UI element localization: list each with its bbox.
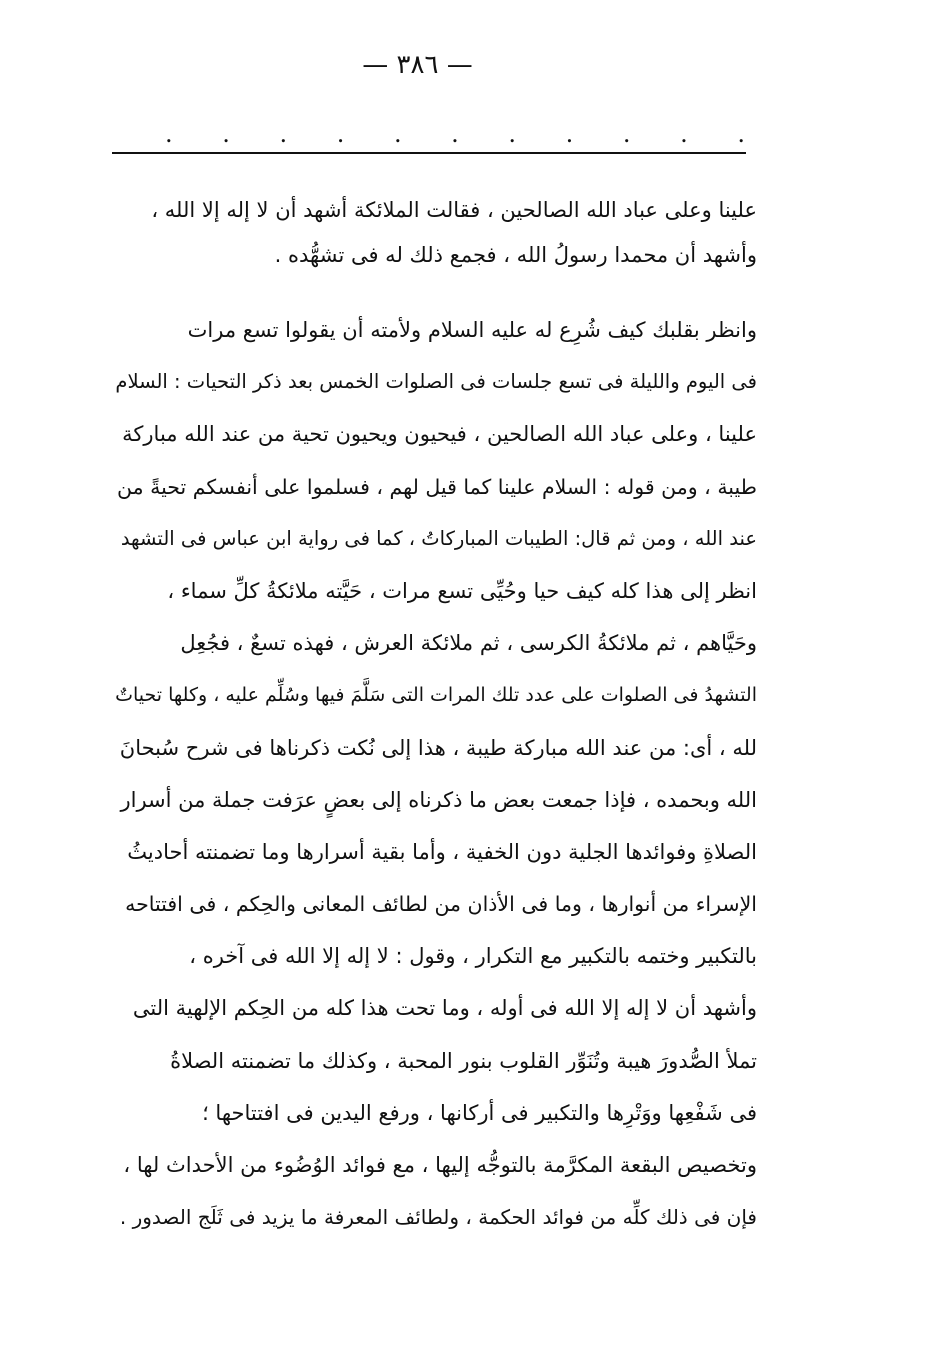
text-line: وتخصيص البقعة المكرَّمة بالتوجُّه إليها ، مع فوائد الوُضُوء من الأحداث لها ،: [123, 1153, 757, 1177]
main-text: [112, 304, 757, 1243]
dot: .: [279, 120, 288, 148]
dot: .: [622, 120, 631, 148]
text-line: تملأ الصُّدورَ هيبة وتُنَوِّر القلوب بنور المحبة ، وكذلك ما تضمنته الصلاةُ: [170, 1048, 757, 1073]
dot: .: [451, 120, 459, 148]
dot: .: [508, 120, 517, 148]
text-line: فإن فى ذلك كلِّه من فوائد الحكمة ، ولطائف المعرفة ما يزيد فى ثَلَج الصدور .: [119, 1205, 757, 1230]
text-line: لله ، أى: من عند الله مباركة طيبة ، هذا إلى نُكت ذكرناها فى شرح سُبحانَ: [119, 735, 757, 760]
text-line: الإسراء من أنوارها ، وما فى الأذان من لطائف المعانى والحِكم ، فى افتتاحه: [125, 892, 757, 917]
dot: .: [222, 120, 230, 148]
dot: .: [680, 120, 688, 148]
text-line: علينا ، وعلى عباد الله الصالحين ، فيحيون ويحيون تحية من عند الله مباركة: [122, 422, 757, 447]
text-line: الله وبحمده ، فإذا جمعت بعض ما ذكرناه إلى بعضٍ عرَفت جملة من أسرار: [120, 787, 757, 812]
text-line: التشهدُ فى الصلوات على عدد تلك المرات التى سَلَّمَ فيها وسُلِّم عليه ، وكلها تحياتٌ: [115, 684, 757, 707]
dot: .: [393, 120, 402, 148]
footnote-line: وأشهد أن محمدا رسولُ الله ، فجمع ذلك له فى تشهُّده .: [274, 243, 757, 267]
text-line: وأشهد أن لا إله إلا الله فى أوله ، وما تحت هذا كله من الحِكم الإلهية التى: [132, 996, 757, 1021]
text-line: وحَيَّاهم ، ثم ملائكةُ الكرسى ، ثم ملائكة العرش ، فهذه تسعٌ ، فجُعِل: [180, 631, 757, 656]
text-line: فى اليوم والليلة فى تسع جلسات فى الصلوات الخمس بعد ذكر التحيات : السلام: [115, 370, 757, 394]
footnote-line: علينا وعلى عباد الله الصالحين ، فقالت الملائكة أشهد أن لا إله إلا الله ،: [151, 198, 757, 222]
text-line: عند الله ، ومن ثم قال: الطيبات المباركاتُ ، كما فى رواية ابن عباس فى التشهد: [120, 526, 757, 550]
text-line: طيبة ، ومن قوله : السلام علينا كما قيل لهم ، فسلموا على أنفسكم تحيةً من: [116, 474, 757, 499]
text-line: فى شَفْعِها ووَتْرِها والتكبير فى أركانها ، ورفع اليدين فى افتتاحها ؛: [202, 1100, 757, 1125]
dot: .: [165, 120, 173, 148]
dot: .: [336, 120, 345, 148]
ornament-dots: [165, 122, 745, 146]
dot: .: [565, 120, 574, 148]
dot: .: [737, 120, 745, 148]
text-line: بالتكبير وختمه بالتكبير مع التكرار ، وقول : لا إله إلا الله فى آخره ،: [189, 944, 757, 969]
text-line: وانظر بقلبك كيف شُرِع له عليه السلام ولأمته أن يقولوا تسع مرات: [187, 318, 757, 342]
text-line: انظر إلى هذا كله كيف حيا وحُيِّى تسع مرات ، حَيَّته ملائكةُ كلِّ سماء ،: [167, 578, 757, 603]
text-line: الصلاةِ وفوائدها الجلية دون الخفية ، وأما بقية أسرارها وما تضمنته أحاديثُ: [127, 839, 757, 864]
separator-rule: [112, 152, 746, 154]
footnote-continuation: [112, 188, 757, 278]
page-number: — ٣٨٦ —: [362, 50, 473, 80]
